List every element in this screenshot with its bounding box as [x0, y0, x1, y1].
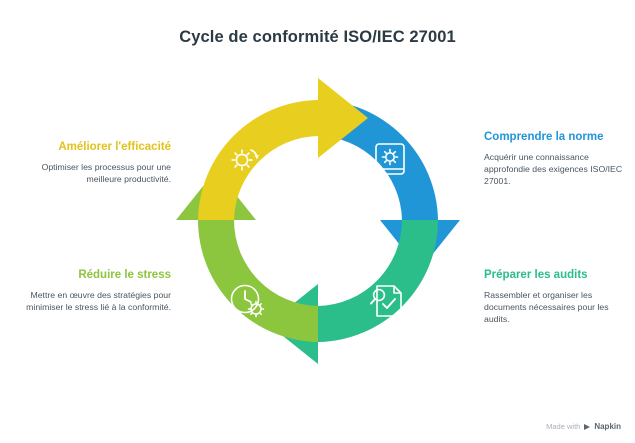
segment-prepare[interactable] [268, 220, 438, 364]
footer-brand-label: Napkin [594, 422, 621, 431]
label-block-reduce [21, 268, 171, 313]
cycle-diagram [176, 78, 460, 398]
label-heading-prepare: Préparer les audits [484, 269, 588, 281]
page-title: Cycle de conformité ISO/IEC 27001 [179, 28, 456, 46]
label-body-reduce: Mettre en œuvre des stratégies pour minimiser le stress lié à la conformité. [26, 290, 171, 312]
label-body-improve: Optimiser les processus pour une meilleure productivité. [41, 162, 171, 184]
footer-attribution[interactable] [546, 422, 621, 431]
footer-made-with-label: Made with [546, 422, 581, 431]
label-block-understand [484, 130, 634, 187]
label-block-prepare [484, 268, 634, 325]
napkin-logo-icon [584, 424, 590, 430]
label-heading-understand: Comprendre la norme [484, 131, 604, 143]
label-heading-reduce: Réduire le stress [78, 269, 171, 281]
segment-improve[interactable] [198, 78, 368, 220]
label-body-understand: Acquérir une connaissance approfondie des exigences ISO/IEC 27001. [484, 152, 623, 186]
segment-reduce[interactable] [176, 170, 318, 342]
label-block-improve [21, 140, 171, 185]
label-heading-improve: Améliorer l'efficacité [58, 141, 171, 153]
label-body-prepare: Rassembler et organiser les documents nécessaires pour les audits. [484, 290, 609, 324]
